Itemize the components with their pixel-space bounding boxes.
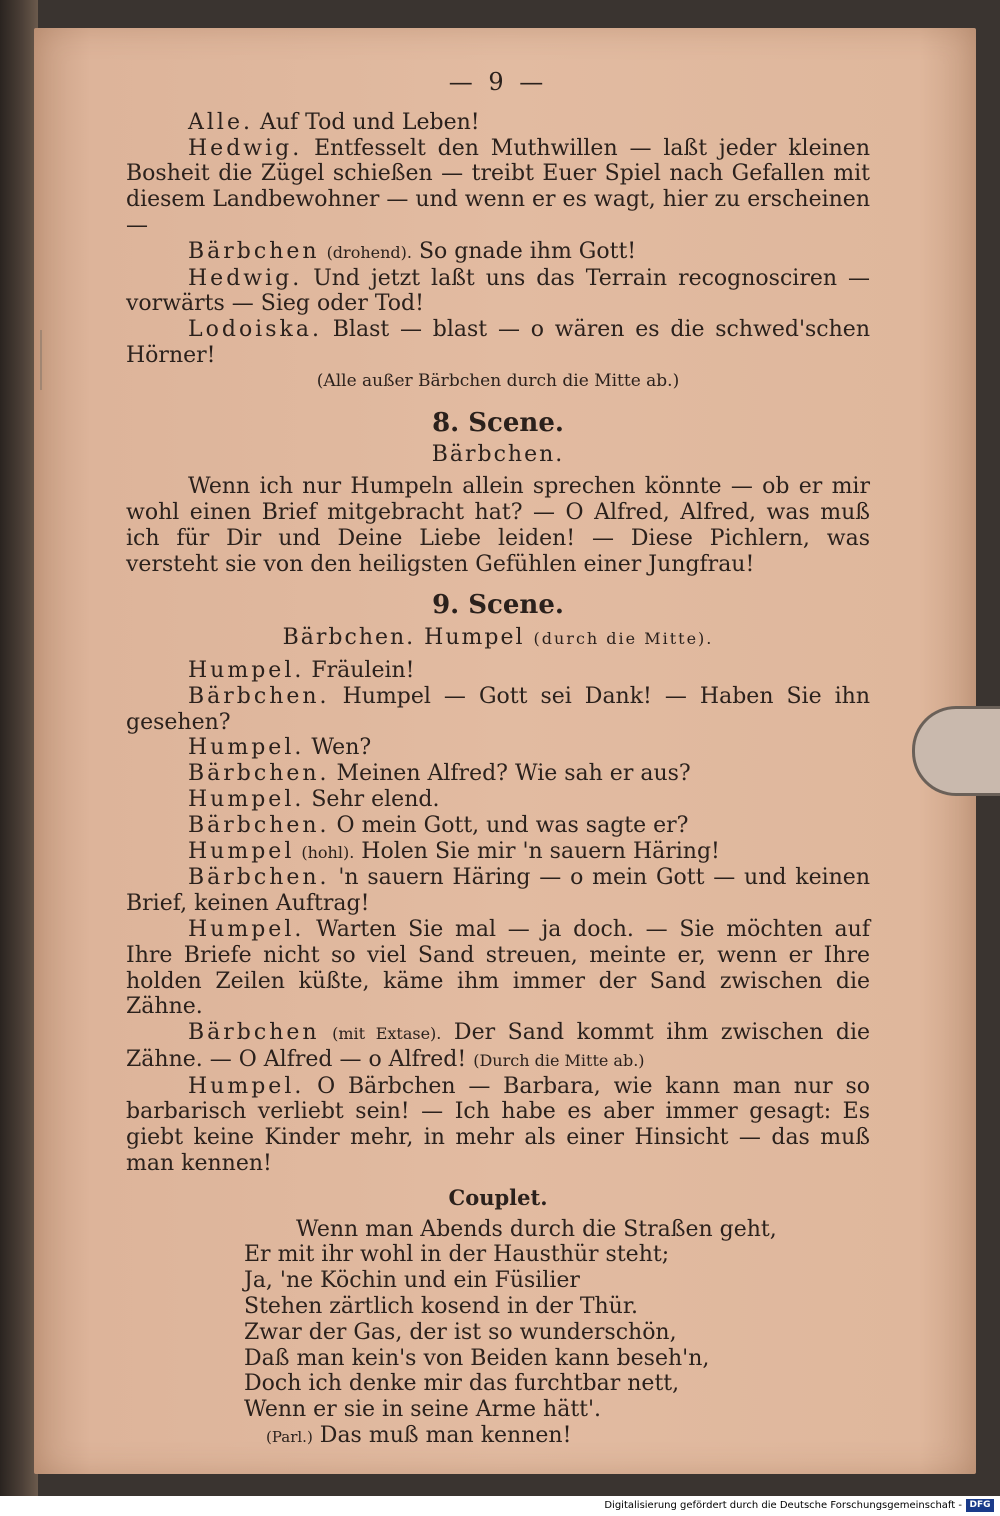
verse-line: Daß man kein's von Beiden kann beseh'n, <box>244 1345 710 1371</box>
book-spine <box>0 0 38 1496</box>
dialogue-line: Bärbchen. Meinen Alfred? Wie sah er aus? <box>188 761 691 787</box>
dialogue-line: Bärbchen (mit Extase). Der Sand kommt ihm zwischen die Zähne. — O Alfred — o Alfred! (Durch die Mitte ab.) <box>126 1020 870 1072</box>
dialogue-line: Humpel. Warten Sie mal — ja doch. — Sie möchten auf Ihre Briefe nicht so viel Sand streuen, meinte er, wenn er Ihre holden Zeilen küßte, käme ihm immer der Sand zwischen die Zähne. <box>126 916 870 1020</box>
dialogue-line: Humpel (hohl). Holen Sie mir 'n sauern Häring! <box>188 838 720 864</box>
line-1: Alle. Auf Tod und Leben! <box>188 109 480 135</box>
dialogue-line: Humpel. Sehr elend. <box>188 786 440 812</box>
couplet-verses <box>126 1217 870 1423</box>
dfg-logo: DFG <box>966 1499 994 1512</box>
verse-line: Wenn man Abends durch die Straßen geht, <box>296 1216 777 1242</box>
verse-line: Zwar der Gas, der ist so wunderschön, <box>244 1319 677 1345</box>
verse-line: Doch ich denke mir das furchtbar nett, <box>244 1371 680 1397</box>
line-2: Hedwig. Entfesselt den Muthwillen — laßt jeder kleinen Bosheit die Zügel schießen — treibt Euer Spiel nach Gefallen mit diesem Landbewohner — und wenn er es wagt, hier zu erscheinen — <box>126 135 870 238</box>
page-text <box>126 60 870 1451</box>
line-4: Hedwig. Und jetzt laßt uns das Terrain recognosciren — vorwärts — Sieg oder Tod! <box>126 265 870 317</box>
line-3: Bärbchen (drohend). So gnade ihm Gott! <box>188 238 637 264</box>
scene-8-heading: 8. Scene. <box>432 407 564 438</box>
parlando-line: (Parl.) Das muß man kennen! <box>266 1423 572 1449</box>
dialogue-line: Bärbchen. Humpel — Gott sei Dank! — Haben Sie ihn gesehen? <box>126 683 870 735</box>
verse-line: Ja, 'ne Köchin und ein Füsilier <box>244 1268 580 1294</box>
line-5: Lodoiska. Blast — blast — o wären es die schwed'schen Hörner! <box>126 317 870 368</box>
scene-8-monologue: Wenn ich nur Humpeln allein sprechen könnte — ob er mir wohl einen Brief mitgebracht hat? — O Alfred, Alfred, was muß ich für Dir und Deine Liebe leiden! — Diese Pichlern, was versteht sie von den heiligsten Gefühlen einer Jungfrau! <box>126 474 870 577</box>
scene-8-characters: Bärbchen. <box>431 442 565 468</box>
stage-direction-exit: (Alle außer Bärbchen durch die Mitte ab.) <box>316 370 680 391</box>
verse-line: Wenn er sie in seine Arme hätt'. <box>244 1397 602 1423</box>
dialogue-line: Humpel. Fräulein! <box>188 657 415 683</box>
verse-line: Stehen zärtlich kosend in der Thür. <box>244 1294 638 1320</box>
dialogue-line: Humpel. Wen? <box>188 735 372 761</box>
couplet-heading: Couplet. <box>448 1184 548 1210</box>
scene-9-heading: 9. Scene. <box>432 590 564 621</box>
footer-credit: Digitalisierung gefördert durch die Deutsche Forschungsgemeinschaft - <box>604 1500 962 1511</box>
scene-9-characters: Bärbchen. Humpel (durch die Mitte). <box>282 625 714 651</box>
binding-thread <box>40 330 56 390</box>
digitization-footer <box>0 1496 1000 1516</box>
page-number: — 9 — <box>448 68 548 96</box>
dialogue-line: Bärbchen. 'n sauern Häring — o mein Gott — und keinen Brief, keinen Auftrag! <box>126 865 870 917</box>
page-clip-tab <box>912 706 1000 796</box>
dialogue-line: Bärbchen. O mein Gott, und was sagte er? <box>188 812 689 838</box>
verse-line: Er mit ihr wohl in der Hausthür steht; <box>244 1242 670 1268</box>
dialogue-line: Humpel. O Bärbchen — Barbara, wie kann man nur so barbarisch verliebt sein! — Ich habe es aber immer gesagt: Es giebt keine Kinder mehr, in mehr als einer Hinsicht — das muß man kennen! <box>126 1073 870 1177</box>
